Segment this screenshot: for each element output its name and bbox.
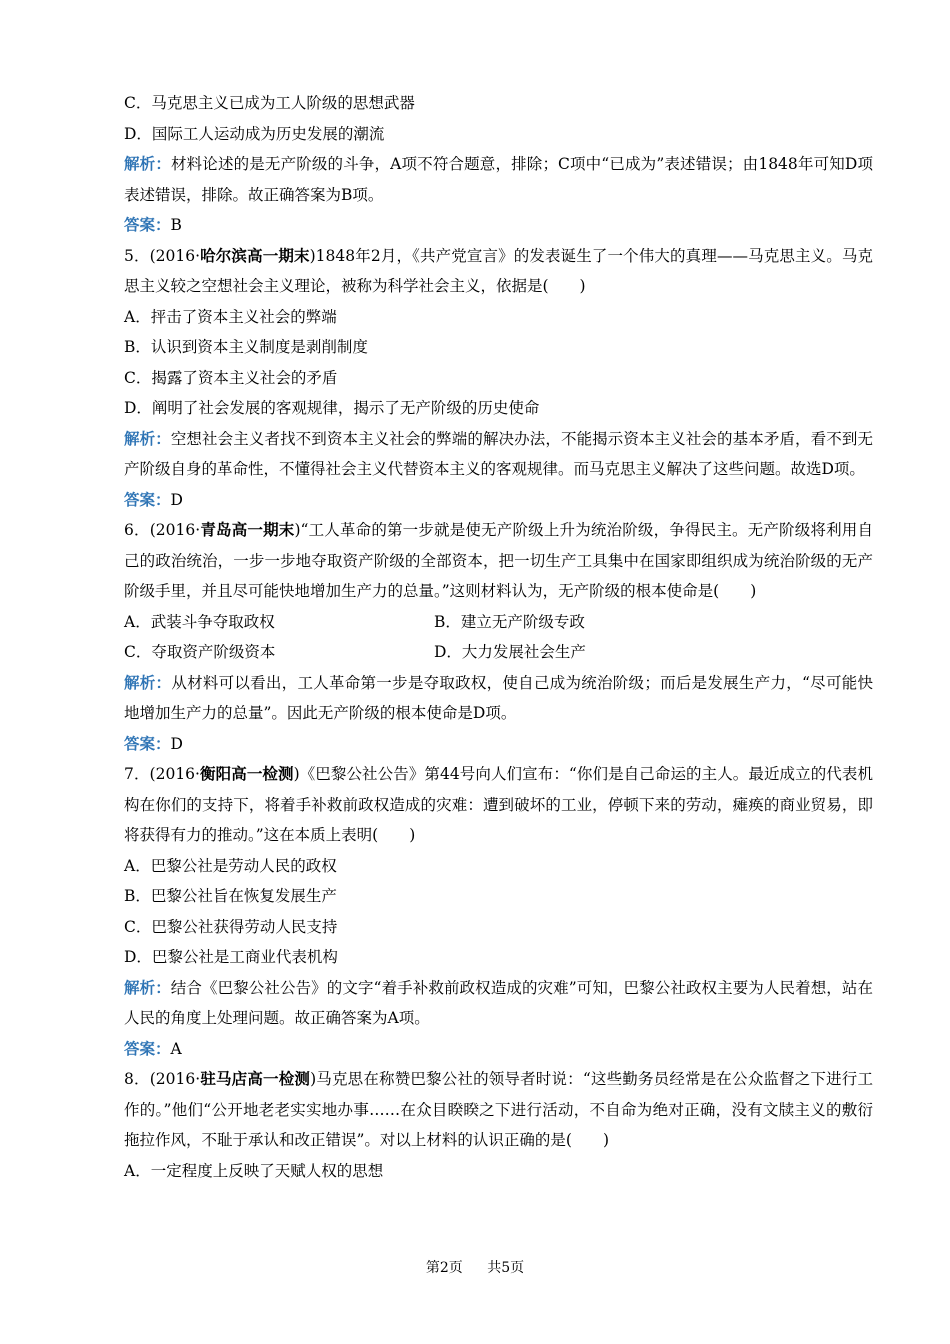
q7-option-c: C．巴黎公社获得劳动人民支持 — [124, 917, 338, 936]
analysis-label: 解析： — [124, 977, 171, 997]
q6-options-row-1 — [93, 607, 873, 638]
question-source: 驻马店高一检测 — [200, 1069, 311, 1088]
answer-value: B — [170, 216, 182, 234]
q7-analysis — [93, 973, 873, 1034]
document-page — [93, 88, 873, 1186]
q6-option-d: D．大力发展社会生产 — [434, 643, 586, 661]
q6-analysis — [93, 668, 873, 729]
q4-answer — [93, 210, 873, 241]
page-number: 第2页 — [425, 1260, 463, 1276]
q5-option-d: D．阐明了社会发展的客观规律，揭示了无产阶级的历史使命 — [124, 399, 540, 417]
question-number: 6．( — [124, 521, 156, 539]
q7-option-d: D．巴黎公社是工商业代表机构 — [124, 948, 338, 966]
q7-option-a: A．巴黎公社是劳动人民的政权 — [124, 856, 337, 875]
answer-value: D — [170, 734, 183, 753]
q7-option-b: B．巴黎公社旨在恢复发展生产 — [124, 887, 337, 905]
question-source: 衡阳高一检测 — [199, 764, 294, 783]
analysis-label: 解析： — [124, 154, 171, 173]
answer-label: 答案： — [124, 1038, 171, 1058]
q4-option-d: D．国际工人运动成为历史发展的潮流 — [124, 124, 385, 143]
q7-answer — [93, 1034, 873, 1065]
question-text: )马克思在称赞巴黎公社的领导者时说：“这些勤务员经常是在公众监督之下进行工作的。”他们“公开地老老实实地办事……在众目睽睽之下进行活动，不自命为绝对正确，没有文牍主义的敷衍拖拉作风，不耻于承认和改正错误”。对以上材料的认识正确的是( ) — [124, 1070, 873, 1149]
q7-stem — [93, 759, 873, 851]
answer-value: D — [170, 490, 183, 509]
q6-options-row-2 — [93, 637, 873, 668]
question-text: )“工人革命的第一步就是使无产阶级上升为统治阶级，争得民主。无产阶级将利用自己的政治统治，一步一步地夺取资产阶级的全部资本，把一切生产工具集中在国家即组织成为统治阶级的无产阶级手里，并且尽可能快地增加生产力的总量。”这则材料认为，无产阶级的根本使命是( ) — [124, 521, 873, 600]
q8-stem — [93, 1064, 873, 1156]
analysis-label: 解析： — [124, 428, 171, 448]
answer-label: 答案： — [124, 215, 171, 234]
q4-analysis — [93, 149, 873, 210]
q5-option-a: A．抨击了资本主义社会的弊端 — [124, 307, 337, 326]
q8-option-a: A．一定程度上反映了天赋人权的思想 — [124, 1161, 384, 1180]
q6-option-a: A．武装斗争夺取政权 — [124, 612, 275, 631]
q5-analysis — [93, 424, 873, 485]
q6-answer — [93, 729, 873, 760]
analysis-text: 从材料可以看出，工人革命第一步是夺取政权，使自己成为统治阶级；而后是发展生产力，“尽可能快地增加生产力的总量”。因此无产阶级的根本使命是D项。 — [124, 673, 873, 722]
answer-value: A — [170, 1039, 182, 1058]
q6-option-c: C．夺取资产阶级资本 — [124, 643, 276, 661]
question-text: )1848年2月，《共产党宣言》的发表诞生了一个伟大的真理——马克思主义。马克思主义较之空想社会主义理论，被称为科学社会主义，依据是( ) — [124, 246, 873, 295]
q5-stem — [93, 241, 873, 302]
question-number: 8．( — [124, 1070, 156, 1088]
analysis-text: 结合《巴黎公社公告》的文字“着手补救前政权造成的灾难”可知，巴黎公社政权主要为人民着想，站在人民的角度上处理问题。故正确答案为A项。 — [124, 978, 873, 1027]
q5-option-c: C．揭露了资本主义社会的矛盾 — [124, 368, 338, 387]
question-year: 2016· — [155, 1070, 201, 1088]
answer-label: 答案： — [124, 733, 171, 753]
question-number: 5．( — [124, 246, 156, 265]
q6-option-b: B．建立无产阶级专政 — [434, 612, 585, 631]
question-source: 哈尔滨高一期末 — [200, 245, 310, 265]
q6-stem — [93, 515, 873, 607]
question-source: 青岛高一期末 — [200, 520, 295, 539]
question-text: )《巴黎公社公告》第44号向人们宣布：“你们是自己命运的主人。最近成立的代表机构在你们的支持下，将着手补救前政权造成的灾难：遭到破坏的工业，停顿下来的劳动，瘫痪的商业贸易，即将获得有力的推动。”这在本质上表明( ) — [124, 765, 873, 844]
q5-answer — [93, 485, 873, 516]
question-number: 7．( — [124, 765, 156, 783]
answer-label: 答案： — [124, 489, 171, 509]
page-footer — [0, 1257, 950, 1277]
question-year: 2016· — [155, 521, 201, 539]
question-year: 2016· — [155, 765, 200, 783]
page-total: 共5页 — [487, 1260, 525, 1276]
analysis-text: 材料论述的是无产阶级的斗争，A项不符合题意，排除；C项中“已成为”表述错误；由1848年可知D项表述错误，排除。故正确答案为B项。 — [124, 155, 873, 204]
analysis-label: 解析： — [124, 672, 172, 692]
question-year: 2016· — [155, 246, 201, 265]
q5-option-b: B．认识到资本主义制度是剥削制度 — [124, 338, 368, 356]
analysis-text: 空想社会主义者找不到资本主义社会的弊端的解决办法，不能揭示资本主义社会的基本矛盾，看不到无产阶级自身的革命性，不懂得社会主义代替资本主义的客观规律。而马克思主义解决了这些问题。故选D项。 — [124, 429, 873, 478]
q4-option-c: C．马克思主义已成为工人阶级的思想武器 — [124, 94, 415, 112]
